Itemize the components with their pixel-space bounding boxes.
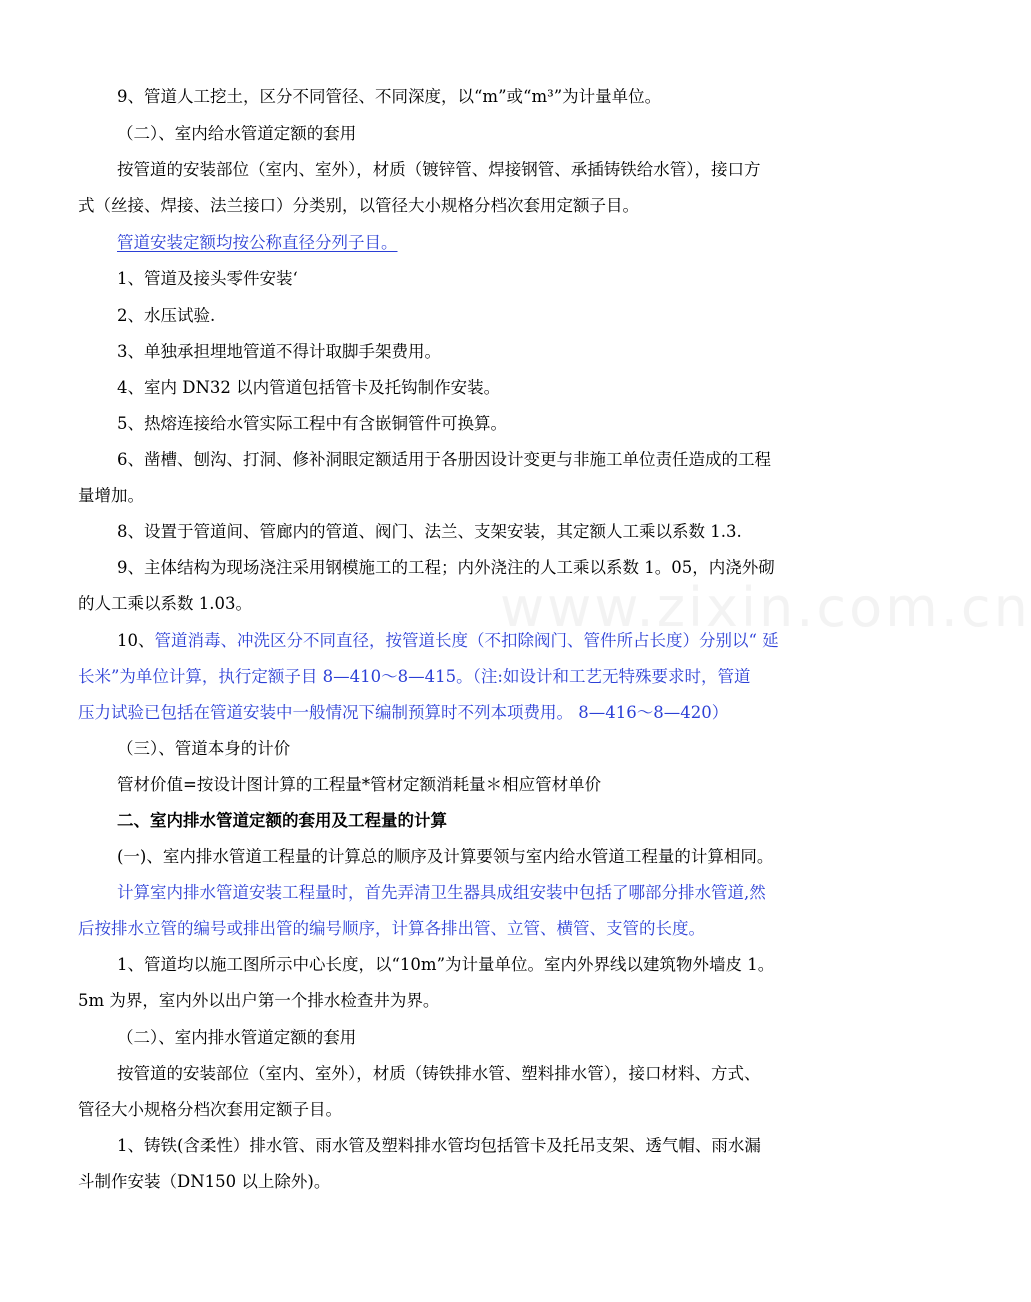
list-item: 2、水压试验. bbox=[117, 306, 216, 325]
list-item-continued: 量增加。 bbox=[78, 486, 144, 505]
paragraph-line: 按管道的安装部位（室内、室外），材质（镀锌管、焊接钢管、承插铸铁给水管），接口方 bbox=[117, 160, 761, 179]
section-heading: （二）、室内排水管道定额的套用 bbox=[117, 1028, 357, 1047]
section-heading: （二）、室内给水管道定额的套用 bbox=[117, 124, 357, 143]
list-item: 5、热熔连接给水管实际工程中有含嵌铜管件可换算。 bbox=[117, 414, 507, 433]
list-item: 8、设置于管道间、管廊内的管道、阀门、法兰、支架安装，其定额人工乘以系数 1.3. bbox=[117, 522, 742, 541]
paragraph-line: 按管道的安装部位（室内、室外），材质（铸铁排水管、塑料排水管），接口材料、方式、 bbox=[117, 1064, 761, 1083]
list-item-continued: 的人工乘以系数 1.03。 bbox=[78, 594, 252, 613]
list-item-continued: 斗制作安装（DN150 以上除外)。 bbox=[78, 1172, 331, 1191]
paragraph-line: 式（丝接、焊接、法兰接口）分类别，以管径大小规格分档次套用定额子目。 bbox=[78, 196, 639, 215]
watermark: www.zixin.com.cn bbox=[500, 576, 1031, 639]
highlighted-link-text: 管道安装定额均按公称直径分列子目。 bbox=[117, 233, 398, 252]
highlighted-text: 长米”为单位计算，执行定额子目 8—410～8—415。（注:如设计和工艺无特殊要求时，管道 bbox=[78, 667, 751, 686]
list-item: 3、单独承担埋地管道不得计取脚手架费用。 bbox=[117, 342, 441, 361]
list-item: 1、管道及接头零件安装‘ bbox=[117, 269, 298, 288]
highlighted-text: 管道消毒、冲洗区分不同直径，按管道长度（不扣除阀门、管件所占长度）分别以“ 延 bbox=[154, 631, 779, 650]
paragraph-line: (一)、室内排水管道工程量的计算总的顺序及计算要领与室内给水管道工程量的计算相同。 bbox=[117, 847, 774, 866]
paragraph-line: 管径大小规格分档次套用定额子目。 bbox=[78, 1100, 342, 1119]
list-item: 4、室内 DN32 以内管道包括管卡及托钩制作安装。 bbox=[117, 378, 501, 397]
paragraph-line: 9、管道人工挖土，区分不同管径、不同深度，以“m”或“m³”为计量单位。 bbox=[117, 87, 662, 106]
list-item-continued: 5m 为界，室内外以出户第一个排水检查井为界。 bbox=[78, 991, 440, 1010]
list-item-highlighted bbox=[117, 630, 779, 652]
chapter-heading: 二、室内排水管道定额的套用及工程量的计算 bbox=[117, 811, 447, 830]
highlighted-text: 计算室内排水管道安装工程量时，首先弄清卫生器具成组安装中包括了哪部分排水管道,然 bbox=[117, 883, 766, 902]
list-item: 6、凿槽、刨沟、打洞、修补洞眼定额适用于各册因设计变更与非施工单位责任造成的工程 bbox=[117, 450, 771, 469]
paragraph-line: 管材价值=按设计图计算的工程量*管材定额消耗量＊相应管材单价 bbox=[117, 775, 602, 794]
highlighted-text: 压力试验已包括在管道安装中一般情况下编制预算时不列本项费用。 8—416～8—420） bbox=[78, 703, 729, 722]
section-heading: （三）、管道本身的计价 bbox=[117, 739, 291, 758]
highlighted-text: 后按排水立管的编号或排出管的编号顺序，计算各排出管、立管、横管、支管的长度。 bbox=[78, 919, 705, 938]
list-item: 1、管道均以施工图所示中心长度，以“10m”为计量单位。室内外界线以建筑物外墙皮 1。 bbox=[117, 955, 775, 974]
list-item: 9、主体结构为现场浇注采用钢模施工的工程；内外浇注的人工乘以系数 1。05，内浇外砌 bbox=[117, 558, 775, 577]
list-item: 1、铸铁(含柔性）排水管、雨水管及塑料排水管均包括管卡及托吊支架、透气帽、雨水漏 bbox=[117, 1136, 761, 1155]
list-item-number: 10、 bbox=[117, 631, 155, 650]
